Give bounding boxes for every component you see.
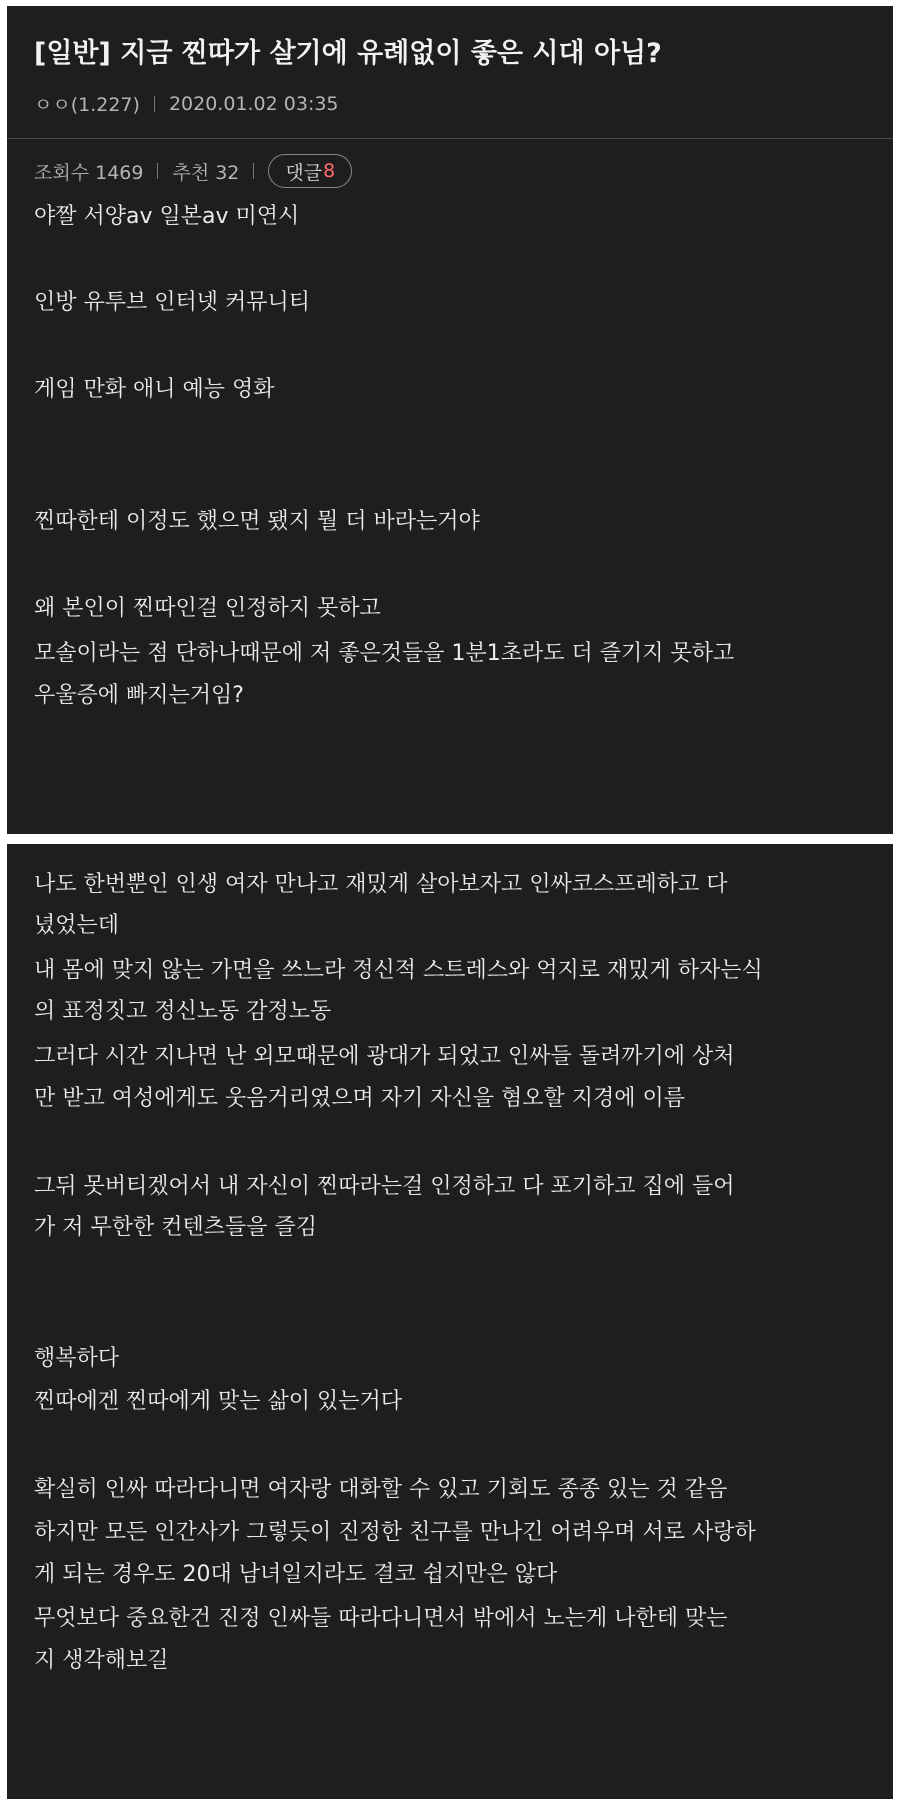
recommend-count: 추천 32: [172, 161, 240, 184]
stats-divider: [253, 163, 254, 179]
body-line: 지 생각해보길: [34, 1648, 169, 1673]
body-line: 무엇보다 중요한건 진정 인싸들 따라다니면서 밖에서 노는게 나한테 맞는: [34, 1606, 728, 1631]
body-line: 의 표정짓고 정신노동 감정노동: [34, 999, 332, 1024]
comments-button[interactable]: [268, 154, 352, 188]
body-line: 우울증에 빠지는거임?: [34, 683, 244, 708]
body-line: 모솔이라는 점 단하나때문에 저 좋은것들을 1분1초라도 더 즐기지 못하고: [34, 641, 735, 666]
body-line: 하지만 모든 인간사가 그렇듯이 진정한 친구를 만나긴 어려우며 서로 사랑하: [34, 1520, 756, 1545]
body-line: 야짤 서양av 일본av 미연시: [34, 204, 300, 229]
body-line: 게 되는 경우도 20대 남녀일지라도 결코 쉽지만은 않다: [34, 1562, 558, 1587]
body-line: 인방 유투브 인터넷 커뮤니티: [34, 290, 311, 315]
body-line: 찐따한테 이정도 했으면 됐지 뭘 더 바라는거야: [34, 509, 480, 534]
body-line: 가 저 무한한 컨텐츠들을 즐김: [34, 1215, 317, 1240]
meta-divider: [154, 96, 155, 112]
comments-count: 8: [323, 160, 336, 182]
post-panel-top: [7, 6, 893, 834]
body-line: 만 받고 여성에게도 웃음거리였으며 자기 자신을 혐오할 지경에 이름: [34, 1086, 686, 1111]
post-datetime: 2020.01.02 03:35: [168, 92, 339, 115]
body-line: 녔었는데: [34, 913, 120, 938]
author-name[interactable]: ㅇㅇ(1.227): [34, 94, 140, 116]
comments-label: 댓글: [285, 161, 323, 184]
body-line: 게임 만화 애니 예능 영화: [34, 377, 275, 402]
body-line: 행복하다: [34, 1346, 120, 1371]
stats-divider: [157, 163, 158, 179]
post-header: [7, 6, 893, 139]
post-meta: [34, 90, 866, 117]
body-line: 나도 한번뿐인 인생 여자 만나고 재밌게 살아보자고 인싸코스프레하고 다: [34, 872, 728, 897]
body-line: 확실히 인싸 따라다니면 여자랑 대화할 수 있고 기회도 종종 있는 것 같음: [34, 1477, 728, 1502]
body-line: 왜 본인이 찐따인걸 인정하지 못하고: [34, 596, 381, 621]
body-line: 내 몸에 맞지 않는 가면을 쓰느라 정신적 스트레스와 억지로 재밌게 하자는식: [34, 958, 763, 983]
post-stats: [7, 139, 893, 203]
views-count: 조회수 1469: [34, 161, 144, 184]
body-line: 그러다 시간 지나면 난 외모때문에 광대가 되었고 인싸들 돌려까기에 상처: [34, 1044, 735, 1069]
post-panel-bottom: [7, 844, 893, 1799]
body-line: 찐따에겐 찐따에게 맞는 삶이 있는거다: [34, 1389, 403, 1414]
post-title: [일반] 지금 찐따가 살기에 유례없이 좋은 시대 아님?: [34, 38, 662, 69]
body-line: 그뒤 못버티겠어서 내 자신이 찐따라는걸 인정하고 다 포기하고 집에 들어: [34, 1174, 735, 1199]
